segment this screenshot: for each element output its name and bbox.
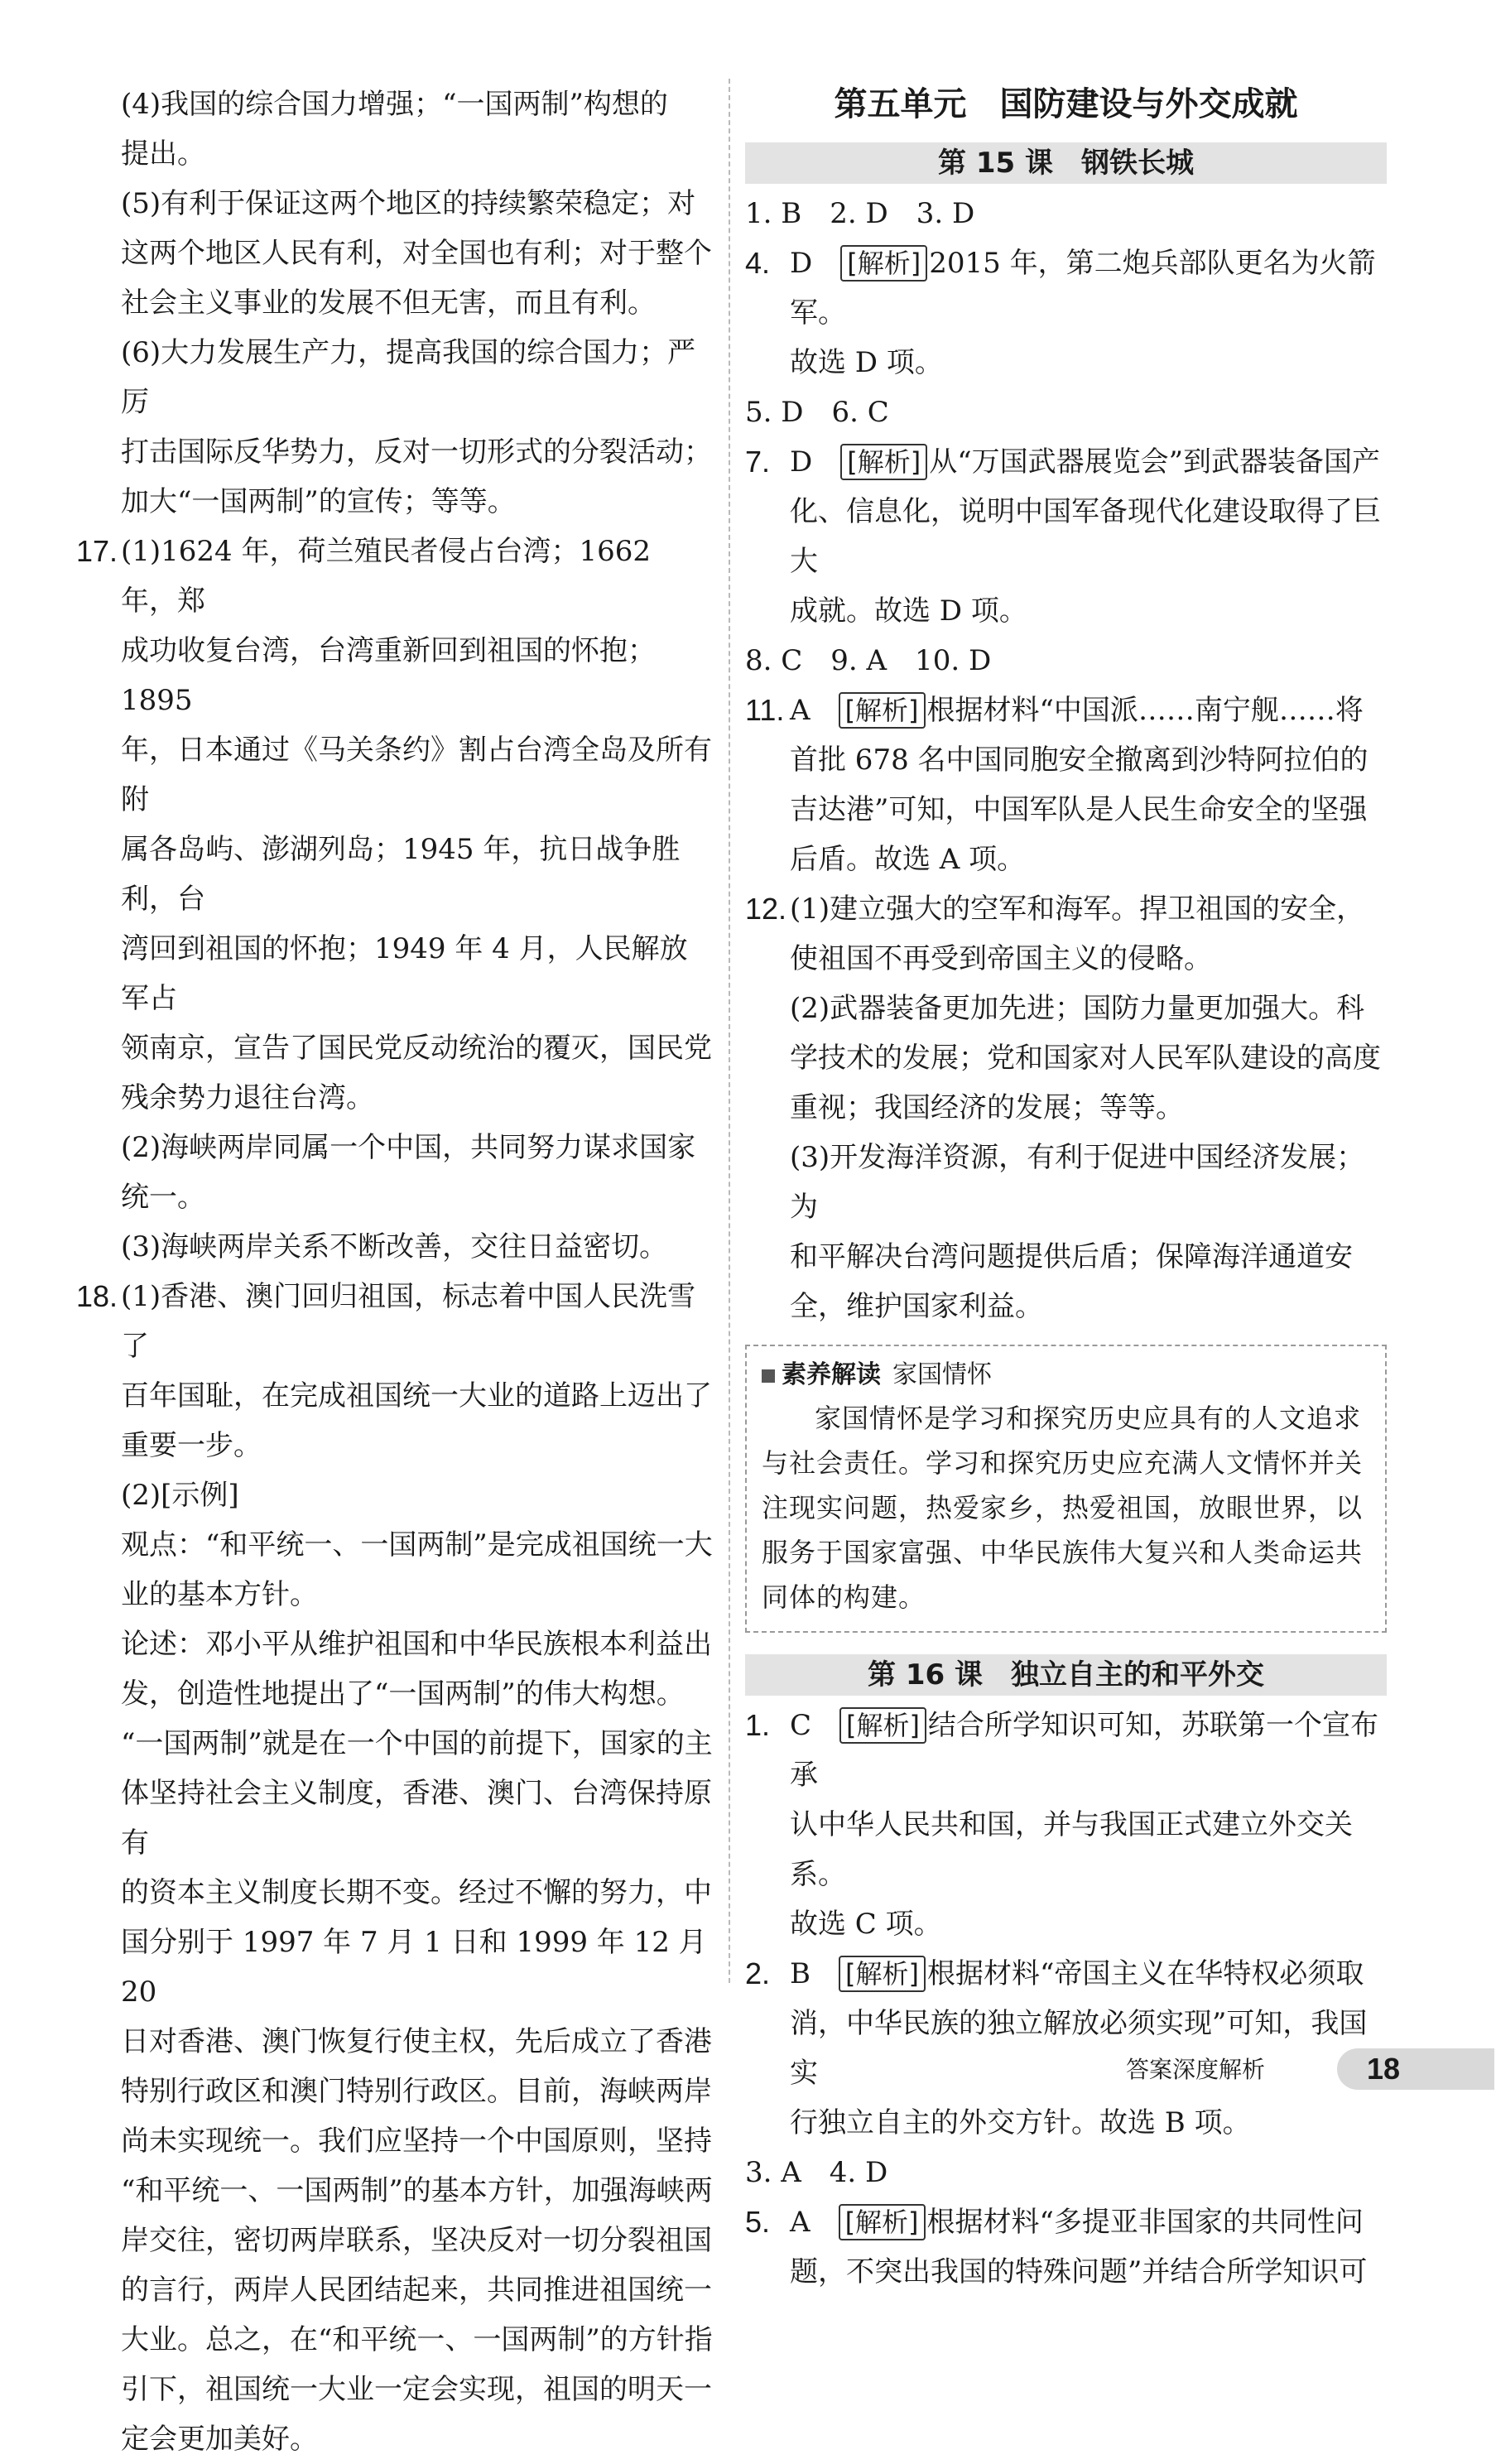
answer-18-argument-line: 引下，祖国统一大业一定会实现，祖国的明天一 (121, 2373, 712, 2406)
lesson15-answer-11 (745, 686, 1387, 884)
analysis-text: 从“万国武器展览会”到武器装备国产 (929, 445, 1381, 479)
answer-17-part2-line2: 统一。 (121, 1181, 205, 1214)
answer-18-argument-line: 日对香港、澳门恢复行使主权，先后成立了香港 (121, 2025, 712, 2058)
answer-17-line: 湾回到祖国的怀抱；1949 年 4 月，人民解放军占 (121, 932, 688, 1015)
answer-17-line: 属各岛屿、澎湖列岛；1945 年，抗日战争胜利，台 (121, 833, 681, 916)
answer-17-part3: (3)海峡两岸关系不断改善，交往日益密切。 (121, 1230, 668, 1263)
analysis-tag: [ 解析] (839, 692, 926, 729)
lesson-15-title: 第 15 课 钢铁长城 (745, 142, 1387, 184)
answer-18 (76, 1272, 714, 2464)
literacy-text: 家国情怀是学习和探究历史应具有的人文追求与社会责任。学习和探究历史应充满人文情怀并关注现实问题，热爱家乡，热爱祖国，放眼世界，以服务于国家富强、中华民族伟大复兴和人类命运共同体的构建。 (762, 1403, 1364, 1613)
literacy-box-header (762, 1355, 1370, 1396)
square-bullet-icon (762, 1369, 775, 1383)
answer-16-part4-line1: (4)我国的综合国力增强；“一国两制”构想的 (121, 88, 668, 121)
analysis-text: 首批 678 名中国同胞安全撤离到沙特阿拉伯的 (790, 744, 1369, 777)
analysis-text: 后盾。故选 A 项。 (790, 843, 1026, 876)
answer-12-line: 重视；我国经济的发展；等等。 (790, 1091, 1184, 1124)
literacy-box (745, 1345, 1387, 1633)
answer-17-part2-line1: (2)海峡两岸同属一个中国，共同努力谋求国家 (121, 1131, 696, 1164)
lesson16-answer-1 (745, 1701, 1387, 1949)
answer-number: 7. (745, 445, 771, 479)
answer-choice: A (790, 2206, 839, 2239)
answer-18-argument-line: 特别行政区和澳门特别行政区。目前，海峡两岸 (121, 2075, 712, 2108)
analysis-tag: [ 解析] (840, 245, 927, 282)
answer-choice: D (790, 445, 841, 479)
answer-18-argument-line: 的资本主义制度长期不变。经过不懈的努力，中 (121, 1876, 712, 1909)
analysis-text: 结合所学知识可知，苏联第一个宣布承 (790, 1709, 1378, 1792)
analysis-text: 2015 年，第二炮兵部队更名为火箭军。 (790, 247, 1376, 330)
analysis-text: 根据材料“多提亚非国家的共同性问 (926, 2206, 1364, 2239)
answer-18-argument-line: “一国两制”就是在一个中国的前提下，国家的主 (121, 1727, 713, 1760)
answer-number: 12. (745, 892, 787, 926)
answer-18-argument-line: 的言行，两岸人民团结起来，共同推进祖国统一 (121, 2274, 712, 2307)
lesson-16-title: 第 16 课 独立自主的和平外交 (745, 1654, 1387, 1696)
footer-label: 答案深度解析 (1126, 2056, 1266, 2083)
answer-17-line: 成功收复台湾，台湾重新回到祖国的怀抱；1895 (121, 634, 656, 717)
page-footer (1126, 2045, 1494, 2096)
answer-12-line: (1)建立强大的空军和海军。捍卫祖国的安全， (790, 893, 1365, 926)
lesson15-answers-5-6: 5. D 6. C (745, 396, 889, 429)
answer-12-line: 和平解决台湾问题提供后盾；保障海洋通道安 (790, 1240, 1353, 1273)
literacy-label: 素养解读 (782, 1360, 881, 1389)
answer-16-part6-line1: (6)大力发展生产力，提高我国的综合国力；严厉 (121, 336, 696, 419)
answer-12-line: 使祖国不再受到帝国主义的侵略。 (790, 942, 1212, 975)
answer-18-view-line2: 业的基本方针。 (121, 1578, 318, 1611)
answer-18-argument-line: 定会更加美好。 (121, 2423, 318, 2456)
answer-18-argument-line: 体坚持社会主义制度，香港、澳门、台湾保持原有 (121, 1777, 712, 1860)
answer-17-number: 17. (76, 534, 118, 568)
analysis-text: 根据材料“中国派……南宁舰……将 (926, 694, 1364, 727)
answer-12-line: 学技术的发展；党和国家对人民军队建设的高度 (790, 1042, 1381, 1075)
analysis-tag: [ 解析] (839, 2204, 926, 2240)
analysis-tag: [ 解析] (840, 444, 927, 480)
answer-16-part6-line2: 打击国际反华势力，反对一切形式的分裂活动； (121, 436, 712, 469)
answer-17-line: 残余势力退往台湾。 (121, 1081, 374, 1114)
answer-18-view-line1: 观点：“和平统一、一国两制”是完成祖国统一大 (121, 1528, 713, 1562)
page-number: 18 (1337, 2048, 1494, 2090)
answer-16-part4-line2: 提出。 (121, 137, 205, 171)
analysis-text: 消，中华民族的独立解放必须实现”可知，我国实 (790, 2007, 1368, 2090)
analysis-text: 行独立自主的外交方针。故选 B 项。 (790, 2106, 1251, 2139)
answer-16-part5-line2: 这两个地区人民有利，对全国也有利；对于整个 (121, 237, 712, 270)
answer-12-line: (3)开发海洋资源，有利于促进中国经济发展；为 (790, 1141, 1365, 1224)
right-column (745, 79, 1387, 2297)
answer-16-part6-line3: 加大“一国两制”的宣传；等等。 (121, 485, 516, 518)
answer-number: 11. (745, 693, 785, 727)
analysis-text: 根据材料“帝国主义在华特权必须取 (926, 1957, 1364, 1990)
analysis-text: 认中华人民共和国，并与我国正式建立外交关系。 (790, 1808, 1353, 1891)
answer-choice: D (790, 247, 841, 280)
answer-18-argument-line: 论述：邓小平从维护祖国和中华民族根本利益出 (121, 1628, 712, 1661)
answer-number: 2. (745, 1956, 771, 1990)
answer-18-argument-line: 尚未实现统一。我们应坚持一个中国原则，坚持 (121, 2125, 712, 2158)
lesson15-answers-8-10: 8. C 9. A 10. D (745, 644, 992, 677)
analysis-text: 吉达港”可知，中国军队是人民生命安全的坚强 (790, 793, 1368, 826)
lesson15-answer-12 (745, 884, 1387, 1331)
answer-18-argument-line: 国分别于 1997 年 7 月 1 日和 1999 年 12 月 20 (121, 1926, 707, 2009)
answer-18-part1-line2: 百年国耻，在完成祖国统一大业的道路上迈出了 (121, 1379, 712, 1412)
answer-12-line: (2)武器装备更加先进；国防力量更加强大。科 (790, 992, 1365, 1025)
answer-17-line: 领南京，宣告了国民党反动统治的覆灭，国民党 (121, 1032, 712, 1065)
answer-18-part2-label: (2)[示例] (121, 1479, 239, 1512)
answer-18-argument-line: 发，创造性地提出了“一国两制”的伟大构想。 (121, 1677, 685, 1711)
answer-number: 1. (745, 1708, 771, 1742)
analysis-text: 化、信息化，说明中国军备现代化建设取得了巨大 (790, 495, 1381, 578)
literacy-topic: 家国情怀 (892, 1360, 992, 1389)
answer-17-line: (1)1624 年，荷兰殖民者侵占台湾；1662 年，郑 (121, 535, 652, 618)
left-column (76, 79, 714, 2464)
answer-18-argument-line: 岸交往，密切两岸联系，坚决反对一切分裂祖国 (121, 2224, 712, 2257)
answer-18-argument-line: 大业。总之，在“和平统一、一国两制”的方针指 (121, 2323, 713, 2356)
unit-title: 第五单元 国防建设与外交成就 (834, 85, 1298, 123)
answer-choice: A (790, 694, 839, 727)
lesson15-answer-7 (745, 437, 1387, 636)
answer-17 (76, 527, 714, 1272)
analysis-text: 故选 C 项。 (790, 1908, 942, 1941)
answer-17-line: 年，日本通过《马关条约》割占台湾全岛及所有附 (121, 734, 712, 816)
analysis-tag: [ 解析] (839, 1956, 926, 1992)
answer-number: 5. (745, 2205, 771, 2239)
column-divider (729, 79, 730, 1983)
answer-16-part5-line1: (5)有利于保证这两个地区的持续繁荣稳定；对 (121, 187, 696, 220)
answer-18-part1-line3: 重要一步。 (121, 1429, 262, 1462)
lesson16-answer-5 (745, 2197, 1387, 2297)
analysis-text: 故选 D 项。 (790, 346, 943, 379)
analysis-text: 成就。故选 D 项。 (790, 594, 1027, 628)
answer-choice: C (790, 1709, 840, 1742)
answer-18-number: 18. (76, 1279, 118, 1313)
lesson15-answers-1-3: 1. B 2. D 3. D (745, 197, 975, 230)
answer-choice: B (790, 1957, 839, 1990)
lesson15-answer-4 (745, 238, 1387, 387)
analysis-tag: [ 解析] (839, 1707, 926, 1744)
answer-16-part5-line3: 社会主义事业的发展不但无害，而且有利。 (121, 286, 656, 320)
answer-12-line: 全，维护国家利益。 (790, 1290, 1043, 1323)
analysis-text: 题，不突出我国的特殊问题”并结合所学知识可 (790, 2255, 1368, 2288)
answer-number: 4. (745, 246, 771, 280)
answer-18-part1-line1: (1)香港、澳门回归祖国，标志着中国人民洗雪了 (121, 1280, 696, 1363)
answer-18-argument-line: “和平统一、一国两制”的基本方针，加强海峡两 (121, 2174, 713, 2207)
lesson16-answers-3-4: 3. A 4. D (745, 2156, 888, 2189)
